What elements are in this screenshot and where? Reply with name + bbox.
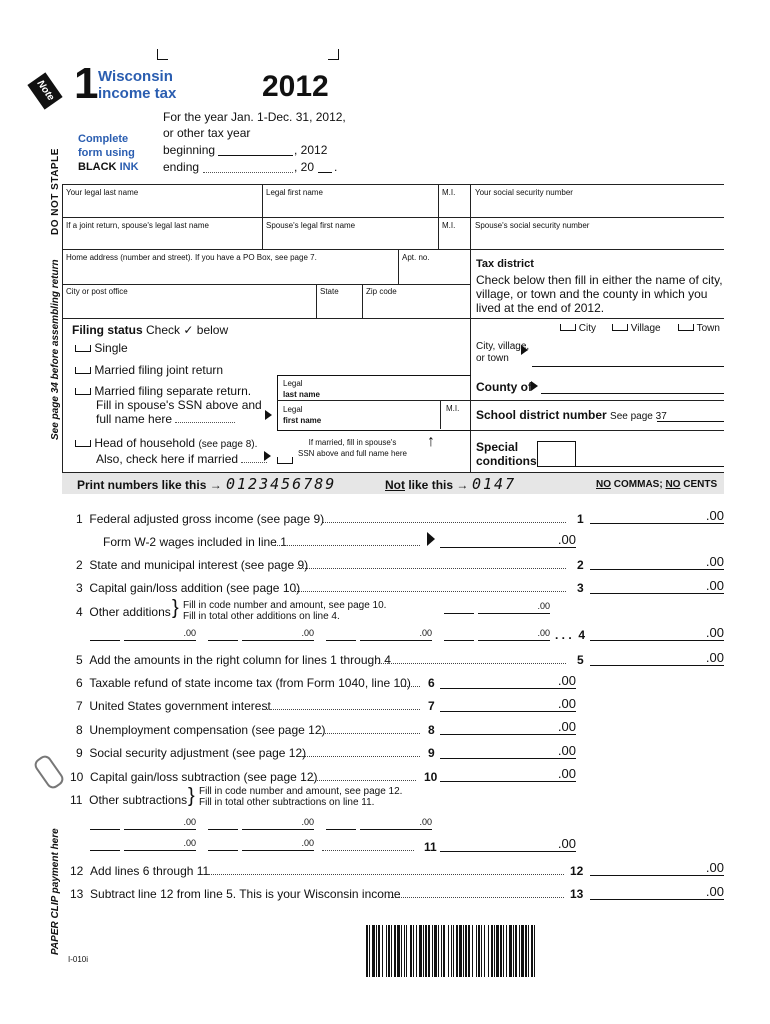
filing-status-header [72,323,228,337]
hoh-married-label: Also, check here if married [96,452,239,466]
filing-below-word: below [196,323,229,337]
instructions-line1: Complete [78,133,129,145]
not-like-this [385,478,468,492]
line-4-code-field-top[interactable] [444,612,474,614]
line-13 [70,887,401,901]
ending-year-field[interactable] [318,159,332,173]
line-7-amount[interactable] [440,696,576,712]
separate-label-line3-text: full name here [96,412,173,426]
line-w2-cents: .00 [557,532,576,547]
not-like-rest: like this [408,478,454,492]
cvt-label-line1: City, village, [476,341,530,352]
line-7 [76,699,271,713]
line-11-text: Other subtractions [89,793,188,807]
line-8-amount[interactable] [440,719,576,735]
line-11-amt3[interactable] [360,817,432,830]
line-4-fill2: Fill in total other additions on line 4. [183,611,340,622]
line-8-cents: .00 [557,719,576,734]
spouse-legal-mi-label: M.I. [446,404,460,413]
spouse-legal-last-label [283,378,320,400]
special-line1: Special [476,440,519,454]
married-note [298,437,407,459]
line-4-amt2-cents: .00 [301,628,314,638]
village-checkbox[interactable] [612,324,628,331]
separate-label-line1: Married filing separate return. [94,384,252,398]
line-4-cents: .00 [705,625,724,640]
separate-label-line3 [75,412,262,426]
line-4-code4[interactable] [444,639,474,641]
single-checkbox[interactable] [75,345,91,352]
legal-first-b: first name [283,416,322,425]
line-1 [76,512,324,526]
mi-label: M.I. [442,188,456,197]
paper-clip-text: PAPER CLIP payment here [50,828,61,955]
no-word-2: NO [665,479,681,490]
line-11-num: 11 [70,793,83,807]
separate-arrow-icon [265,410,272,420]
line-11-code4[interactable] [90,849,120,851]
line-12-num: 12 [70,864,84,878]
spouse-first-label: Spouse's legal first name [266,221,356,230]
line-4-amt3-cents: .00 [419,628,432,638]
line-6-num: 6 [76,676,83,690]
county-field[interactable] [541,380,724,394]
hoh-see-page: (see page 8). [198,439,258,450]
line-10-num: 10 [70,770,84,784]
cvt-field[interactable] [532,353,724,367]
line-4-text: Other additions [89,605,171,619]
crop-mark-left [157,49,168,60]
line-4-amt4-cents: .00 [537,628,550,638]
line-4 [76,605,171,619]
line-12-amount[interactable] [590,860,724,876]
ssn-label: Your social security number [475,188,573,197]
ending-period: . [334,160,338,174]
line-4-num: 4 [76,605,83,619]
line-4-amt3[interactable] [360,628,432,641]
line-1-num: 1 [76,512,83,526]
line-10-text: Capital gain/loss subtraction (see page 12) [90,770,318,784]
good-digits: 0123456789 [226,475,337,493]
joint-label: Married filing joint return [94,363,224,377]
school-district-text: School district number [476,408,607,422]
county-arrow-icon [531,381,538,391]
line-11-amt1-cents: .00 [183,817,196,827]
instructions-line3 [78,161,139,173]
hoh-label: Head of household [94,436,196,450]
line-2-amount[interactable] [590,554,724,570]
line-4-code2[interactable] [208,639,238,641]
no-commas-no-cents [596,479,717,490]
line-11-fill1: Fill in code number and amount, see page 12. [199,786,403,797]
line-11-amt4[interactable] [124,838,196,851]
line-11-brace: } [188,785,195,807]
right-arrow-icon-2: → [456,478,469,492]
line-11-amt2-cents: .00 [301,817,314,827]
w2-arrow-icon [427,532,435,546]
line-12-ref: 12 [570,864,584,878]
tax-year: 2012 [262,70,329,103]
town-option-label: Town [696,323,720,334]
city-label: City or post office [66,287,128,296]
line-4-amt2[interactable] [242,628,314,641]
line-9-cents: .00 [557,743,576,758]
line-3-cents: .00 [705,578,724,593]
line-11-amount[interactable] [440,836,576,852]
form-code: I-010i [68,955,89,964]
line-8-ref: 8 [428,723,435,737]
line-8 [76,723,326,737]
line-10-amount[interactable] [440,766,576,782]
filing-check-word: Check [146,323,181,337]
beginning-label: beginning [163,143,216,157]
line-3-ref: 3 [577,581,584,595]
single-label: Single [94,341,128,355]
line-3-num: 3 [76,581,83,595]
line-11-code1[interactable] [90,828,120,830]
line-1-cents: .00 [705,508,724,523]
ending-field[interactable] [203,159,293,173]
special-conditions-field[interactable] [537,452,724,467]
instructions-line2: form using [78,147,135,159]
apt-label: Apt. no. [402,253,430,262]
line-10 [70,770,318,784]
filing-hoh[interactable] [75,436,267,466]
line-12-text: Add lines 6 through 11 [90,864,210,878]
line-11-amt2[interactable] [242,817,314,830]
line-12 [70,864,209,878]
line-9 [76,746,306,760]
line-4-amt1[interactable] [124,628,196,641]
line-5-text: Add the amounts in the right column for lines 1 through 4 [89,653,391,667]
line-6-amount[interactable] [440,673,576,689]
line-7-num: 7 [76,699,83,713]
line-10-cents: .00 [557,766,576,781]
special-line2: conditions [476,454,537,468]
spouse-last-label: If a joint return, spouse's legal last name [66,221,209,230]
legal-last-b: last name [283,390,320,399]
ssn-field[interactable] [474,198,722,216]
line-11-amt1[interactable] [124,817,196,830]
cvt-arrow-icon [521,345,528,355]
special-conditions-label [476,440,537,468]
no-word-1: NO [596,479,611,490]
school-district-label [476,408,667,422]
beginning-year: , 2012 [294,143,328,157]
line-4-amount[interactable] [590,625,724,641]
line-w2-text: Form W-2 wages included in line 1 [103,535,287,549]
first-name-label: Legal first name [266,188,323,197]
print-like-this-text: Print numbers like this [77,478,207,492]
line-1-amount[interactable] [590,508,724,524]
line-11-amt4-cents: .00 [183,838,196,848]
line-6-text: Taxable refund of state income tax (from Form 1040, line 10) [89,676,411,690]
filing-joint[interactable] [75,363,223,377]
line-4-ref-num: 4 [578,628,586,642]
line-4-fill [183,600,386,622]
print-like-this [77,478,222,492]
line-6-cents: .00 [557,673,576,688]
bad-digits: 0147 [472,475,517,493]
line-13-text: Subtract line 12 from line 5. This is your Wisconsin income [90,887,401,901]
line-9-ref: 9 [428,746,435,760]
state-label: State [320,287,339,296]
commas-word: COMMAS; [613,479,663,490]
line-1-ref: 1 [577,512,584,526]
ink-word: INK [119,161,139,173]
first-name-field[interactable] [264,198,436,216]
line-4-amt4[interactable] [478,628,550,641]
line-5-num: 5 [76,653,83,667]
up-arrow-icon: ↑ [427,433,435,450]
line-4-ref: . . . 4 [555,628,586,642]
school-see-page: See page 37 [610,411,667,422]
ending-label: ending [163,160,200,174]
city-checkbox[interactable] [560,324,576,331]
married-note-line1: If married, fill in spouse's [308,438,397,447]
line-2-num: 2 [76,558,83,572]
line-7-text: United States government interest [89,699,271,713]
line-11-amt3-cents: .00 [419,817,432,827]
spouse-mi-label: M.I. [442,221,456,230]
village-option-label: Village [630,323,661,334]
line-6-ref: 6 [428,676,435,690]
cvt-label-line2: or town [476,353,509,364]
not-word: Not [385,478,405,492]
cents-word: CENTS [683,479,718,490]
ending-year: , 20 [294,160,315,174]
checkmark-icon: ✓ [183,323,194,337]
county-label: County of [476,380,532,394]
line-9-text: Social security adjustment (see page 12) [89,746,307,760]
line-w2-amount[interactable] [440,532,576,548]
form-title-line2: income tax [98,85,177,102]
line-1-text: Federal adjusted gross income (see page 9) [89,512,325,526]
filing-status-title: Filing status [72,323,143,337]
line-11-ref: 11 [424,840,437,854]
line-11-amt5-cents: .00 [301,838,314,848]
last-name-label: Your legal last name [66,188,139,197]
line-5-ref: 5 [577,653,584,667]
hoh-married-line [75,452,267,466]
line-2-text: State and municipal interest (see page 9) [89,558,309,572]
hoh-checkbox[interactable] [75,440,91,447]
line-5-amount[interactable] [590,650,724,666]
tax-district-desc: Check below then fill in either the name of city, village, or town and the county in which you lived at the end of 2012. [476,273,723,315]
district-village-option[interactable] [612,323,661,334]
note-badge: Note [27,72,62,109]
line-10-ref: 10 [424,770,438,784]
line-11-fill [199,786,402,808]
do-not-staple-text: DO NOT STAPLE [50,148,61,235]
line-3-amount[interactable] [590,578,724,594]
line-8-num: 8 [76,723,83,737]
line-13-ref: 13 [570,887,584,901]
school-district-field[interactable] [657,408,724,422]
filing-single[interactable] [75,341,128,355]
hoh-married-checkbox[interactable] [277,457,293,464]
line-13-cents: .00 [705,884,724,899]
line-11-code2[interactable] [208,828,238,830]
crop-mark-right [328,49,339,60]
line-4-code1[interactable] [90,639,120,641]
separate-label-line2: Fill in spouse's SSN above and [96,398,262,412]
beginning-field[interactable] [218,142,293,156]
city-option-label: City [578,323,597,334]
year-line1: For the year Jan. 1-Dec. 31, 2012, [163,110,346,124]
line-11-fill2: Fill in total other subtractions on line 11. [199,797,375,808]
line-5-cents: .00 [705,650,724,665]
district-town-option[interactable] [678,323,720,334]
line-9-amount[interactable] [440,743,576,759]
legal-last-a: Legal [283,379,303,388]
line-6 [76,676,411,690]
line-13-num: 13 [70,887,84,901]
line-4-code3[interactable] [326,639,356,641]
town-checkbox[interactable] [678,324,694,331]
district-city-option[interactable] [560,323,596,334]
line-11-code5[interactable] [208,849,238,851]
line-13-amount[interactable] [590,884,724,900]
last-name-field[interactable] [64,198,260,216]
line-2-cents: .00 [705,554,724,569]
zip-label: Zip code [366,287,397,296]
hoh-arrow-icon [264,451,271,461]
legal-first-a: Legal [283,405,303,414]
line-7-cents: .00 [557,696,576,711]
spouse-legal-first-label [283,404,321,426]
barcode [366,925,720,977]
year-line2: or other tax year [163,126,251,140]
line-7-ref: 7 [428,699,435,713]
filing-separate[interactable] [75,384,262,426]
black-word: BLACK [78,161,117,173]
line-w2 [103,535,287,549]
line-4-fill1: Fill in code number and amount, see page 10. [183,600,387,611]
spouse-ssn-label: Spouse's social security number [475,221,590,230]
line-4-brace: } [172,597,179,619]
line-4-amount-field-top[interactable] [478,601,550,614]
line-2 [76,558,308,572]
line-11-amt5[interactable] [242,838,314,851]
address-label: Home address (number and street). If you have a PO Box, see page 7. [66,253,317,262]
joint-checkbox[interactable] [75,367,91,374]
see-page-text: See page 34 before assembling return [50,259,61,440]
separate-checkbox[interactable] [75,388,91,395]
line-11-code3[interactable] [326,828,356,830]
line-9-num: 9 [76,746,83,760]
form-title-line1: Wisconsin [98,68,173,85]
line-4-top-cents: .00 [537,601,550,611]
line-12-cents: .00 [705,860,724,875]
line-11 [70,793,187,807]
line-5 [76,653,391,667]
right-arrow-icon: → [209,478,222,492]
married-note-line2: SSN above and full name here [298,449,407,458]
form-number: 1 [74,59,99,108]
tax-district-title: Tax district [476,258,534,270]
line-2-ref: 2 [577,558,584,572]
line-4-amt1-cents: .00 [183,628,196,638]
line-11-cents: .00 [557,836,576,851]
line-8-text: Unemployment compensation (see page 12) [89,723,326,737]
line-3 [76,581,300,595]
line-3-text: Capital gain/loss addition (see page 10) [89,581,301,595]
